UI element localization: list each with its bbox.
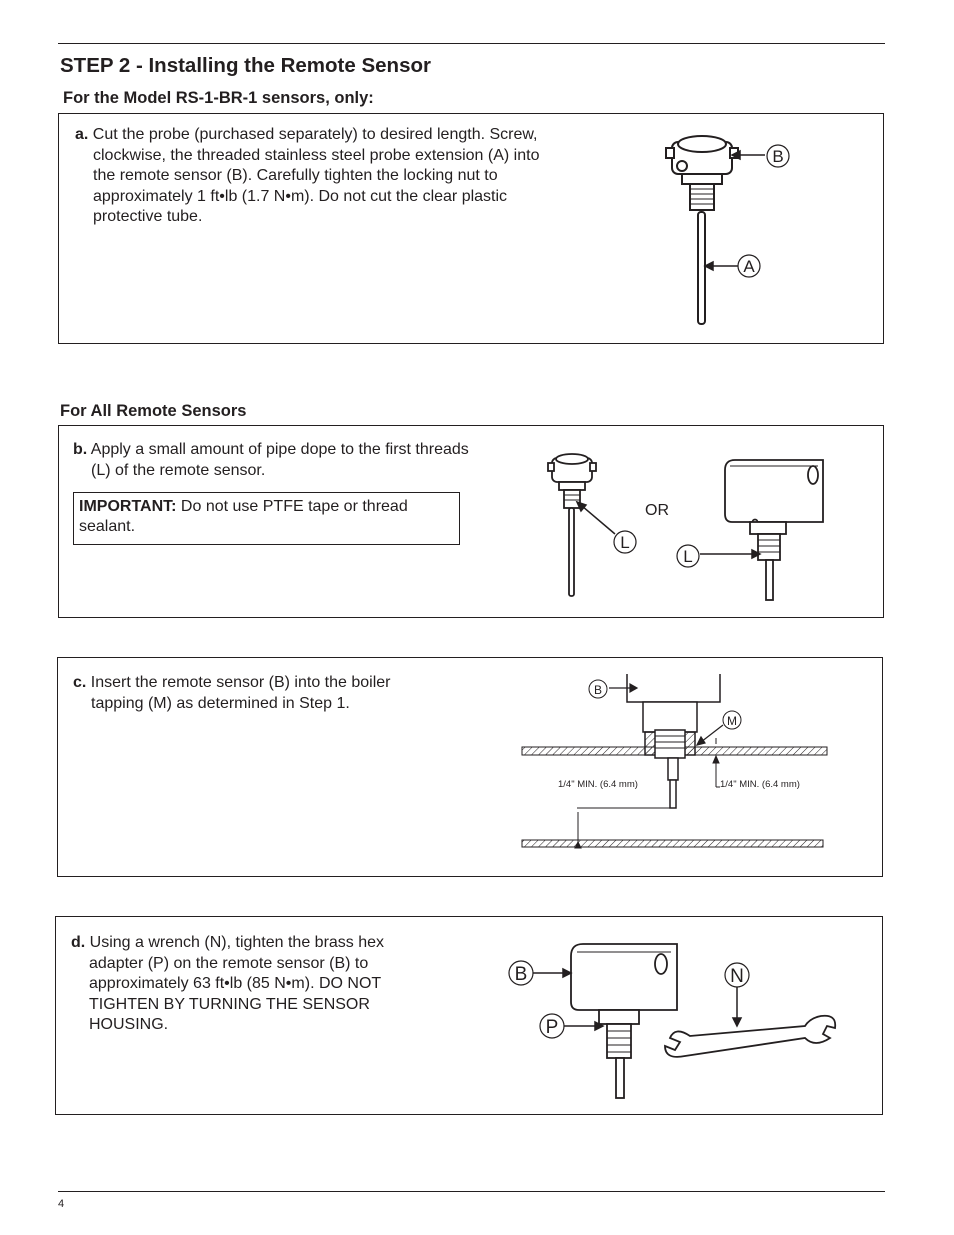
box-sensor bbox=[571, 944, 677, 1098]
or-label: OR bbox=[645, 502, 669, 519]
callout-l2-label: L bbox=[683, 547, 693, 566]
step-c-body: Insert the remote sensor (B) into the boiler tapping (M) as determined in Step 1. bbox=[90, 674, 391, 712]
callout-b-label: B bbox=[772, 147, 784, 166]
thread-sensors-illustration bbox=[540, 450, 840, 605]
callout-l2-arrow bbox=[700, 550, 760, 558]
bottom-rule bbox=[58, 1191, 885, 1192]
step-b-body: Apply a small amount of pipe dope to the first threads (L) of the remote sensor. bbox=[90, 441, 469, 479]
subheading-all-sensors: For All Remote Sensors bbox=[60, 402, 247, 420]
step-a-letter: a. bbox=[75, 126, 89, 143]
callout-n-label: N bbox=[730, 966, 744, 987]
probe-sensor-illustration bbox=[660, 132, 800, 332]
small-sensor bbox=[548, 454, 596, 596]
callout-m-arrow bbox=[697, 725, 723, 745]
callout-n-arrow bbox=[733, 986, 741, 1026]
step-a-body: Cut the probe (purchased separately) to desired length. Screw, clockwise, the threaded stainless steel probe extension (A) into the remote sensor (B). Carefully tighten the locking nut to approximately 1 ft•lb (1.7 N•m). Do not cut the clear plastic protective tube. bbox=[92, 126, 540, 225]
callout-a-arrow bbox=[705, 262, 738, 270]
subheading-rs1: For the Model RS-1-BR-1 sensors, only: bbox=[63, 89, 374, 107]
page-heading: STEP 2 - Installing the Remote Sensor bbox=[60, 54, 431, 77]
top-rule bbox=[58, 43, 885, 44]
callout-a-label: A bbox=[743, 257, 755, 276]
probe-rod bbox=[698, 212, 705, 324]
step-c-letter: c. bbox=[73, 674, 87, 691]
step-d-text bbox=[71, 933, 439, 1036]
important-label: IMPORTANT: bbox=[79, 498, 177, 515]
callout-b-arrow bbox=[609, 684, 637, 692]
page-number: 4 bbox=[58, 1198, 65, 1210]
boiler-tapping-illustration bbox=[515, 672, 835, 862]
boiler-wall-bottom bbox=[522, 840, 823, 847]
step-a-text bbox=[75, 125, 553, 228]
important-text: Do not use PTFE tape or thread sealant. bbox=[79, 498, 408, 535]
step-d-letter: d. bbox=[71, 934, 86, 951]
box-sensor bbox=[725, 460, 823, 600]
wrench-sensor-illustration bbox=[505, 938, 845, 1103]
step-d-body: Using a wrench (N), tighten the brass hex adapter (P) on the remote sensor (B) to approximately 63 ft•lb (85 N•m). DO NOT TIGHTEN BY TURNING THE SENSOR HOUSING. bbox=[89, 934, 385, 1033]
sensor-in-tapping bbox=[627, 674, 720, 808]
important-note bbox=[73, 492, 460, 545]
callout-b-arrow bbox=[533, 969, 571, 977]
sensor-head bbox=[666, 136, 738, 210]
callout-p-label: P bbox=[545, 1017, 559, 1038]
callout-l1-arrow bbox=[577, 502, 615, 534]
callout-b-label: B bbox=[593, 683, 603, 697]
callout-b-arrow bbox=[732, 151, 765, 159]
dimension-right-label: 1/4" MIN. (6.4 mm) bbox=[720, 779, 800, 790]
callout-m-label: M bbox=[727, 714, 737, 728]
callout-p-arrow bbox=[563, 1022, 603, 1030]
step-b-text bbox=[73, 440, 481, 481]
wrench-icon bbox=[665, 1016, 835, 1057]
callout-l1-label: L bbox=[620, 533, 630, 552]
callout-b-label: B bbox=[514, 964, 528, 985]
step-c-text bbox=[73, 673, 441, 714]
dimension-left-label: 1/4" MIN. (6.4 mm) bbox=[558, 779, 638, 790]
step-b-letter: b. bbox=[73, 441, 88, 458]
